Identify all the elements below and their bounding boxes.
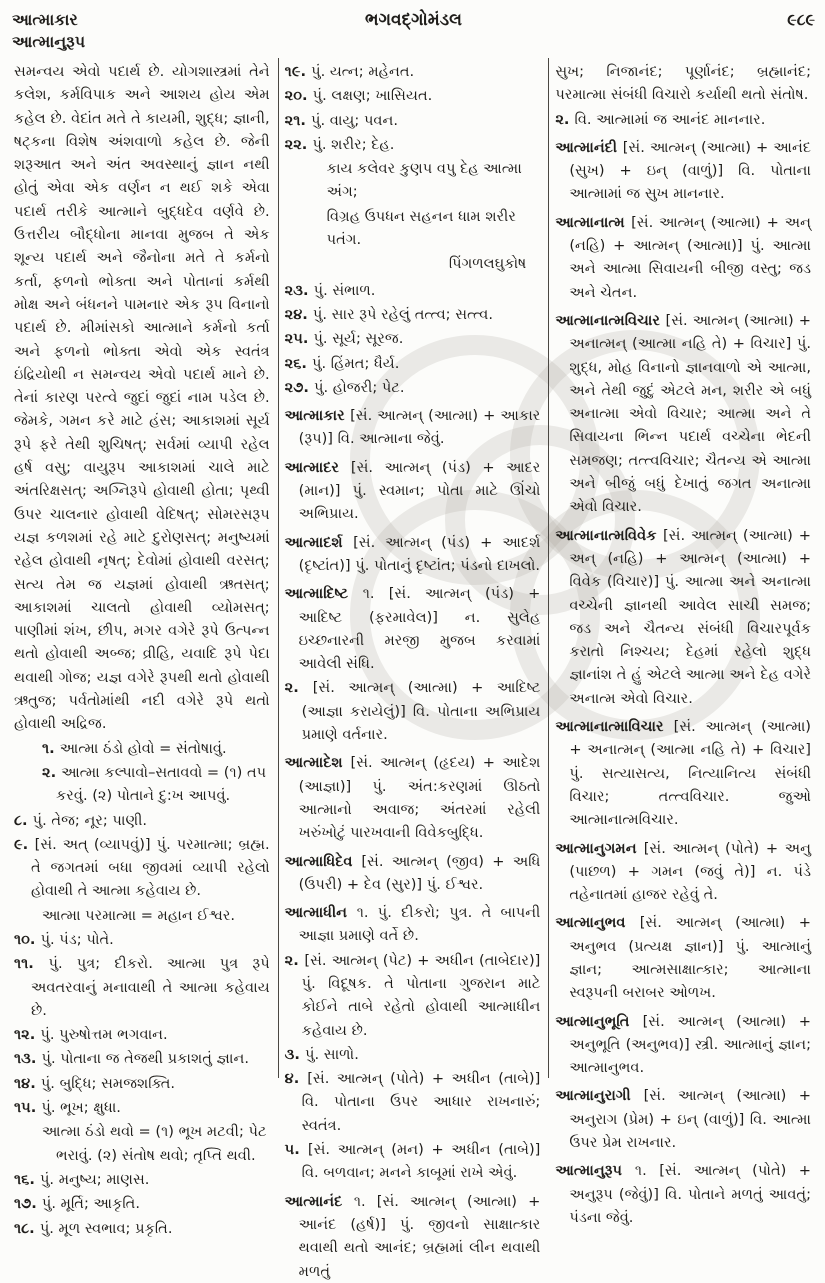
- headword: આત્માકાર: [284, 407, 351, 425]
- entry-paragraph: આત્માદેશ [સં. આત્મન્ (હૃદય) + આદેશ (આજ્ઞા)] પું. અંત:કરણમાં ઊઠતો આત્માનો અવાજ; અંતરમાં રહેલી ખરુંખોટું પારખવાની વિવેકબુદ્ધિ.: [284, 754, 541, 842]
- sense-number: ૧૫.: [14, 1099, 42, 1117]
- sense-number: ૧૪.: [14, 1074, 41, 1092]
- sense-number: ૨૬.: [284, 354, 313, 372]
- sense-paragraph: ૮. પું. તેજ; નૂર; પાણી.: [14, 811, 148, 829]
- sense-paragraph: ૧૯. પું. યત્ન; મહેનત.: [284, 63, 415, 80]
- sense-paragraph: ૪. [સં. આત્મન્ (પોતે) + અધીન (તાબે)] વિ. પોતાના ઉપર આધાર રાખનારું; સ્વતંત્ર.: [284, 1070, 541, 1134]
- sense-number: ૧૩.: [14, 1050, 42, 1068]
- headword: આત્માનુરૂપ: [555, 1162, 635, 1180]
- headword: આત્માનાત્મ: [555, 213, 632, 231]
- headword: આત્માનાત્માવિચાર: [555, 718, 674, 736]
- sense-number: ૫.: [284, 1141, 308, 1159]
- entry-paragraph: આત્માનંદ ૧. [સં. આત્મન્ (આત્મા) + આનંદ (હર્ષ)] પું. જીવનો સાક્ષાત્કાર થવાથી થતો આનંદ; બ્રહ્મમાં લીન થવાથી મળતું: [284, 1192, 541, 1280]
- sense-paragraph: ૨. [સં. આત્મન્ (આત્મા) + આદિષ્ટ (આજ્ઞા કરાયેલું)] વિ. પોતાના અભિપ્રાય પ્રમાણે વર્તનાર.: [284, 679, 541, 744]
- sense-paragraph: ૧૮. પું. મૂળ સ્વભાવ; પ્રકૃતિ.: [14, 1219, 173, 1237]
- sense-number: ૨.: [284, 951, 305, 969]
- entry-paragraph: આત્માદર્શ [સં. આત્મન્ (પંડ) + આદર્શ (દૃષ્ટાંત)] પું. પોતાનું દૃષ્ટાંત; પંડનો દાખલો.: [284, 533, 541, 574]
- sense-number: ૨૩.: [284, 281, 314, 299]
- verse-paragraph: વિગ્રહ ઉપધન સહનન ધામ શરીર પતંગ.: [326, 207, 516, 249]
- idiom-paragraph: ૧. આત્મા ઠંડો હોવો = સંતોષાવું.: [42, 739, 227, 757]
- entry-paragraph: આત્માધિદેવ [સં. આત્મન્ (જીવ) + અધિ (ઉપરી) + દેવ (સુર)] પું. ઈશ્વર.: [284, 852, 541, 893]
- sense-number: ૨૧.: [284, 111, 312, 129]
- entry-paragraph: આત્માનંદી [સં. આત્મન્ (આત્મા) + આનંદ (સુખ) + ઇન્ (વાળું)] વિ. પોતાના આત્મામાં જ સુખ માનનાર.: [555, 138, 812, 203]
- sense-paragraph: ૨૧. પું. વાયુ; પવન.: [284, 111, 399, 129]
- headword: આત્માનંદ: [284, 1192, 354, 1210]
- sense-paragraph: ૨૨. પું. શરીર; દેહ.: [284, 135, 395, 153]
- body-paragraph: સમન્વય એવો પદાર્થ છે. યોગશાસ્ત્રમાં તેને કલેશ, કર્મવિપાક અને આશય હોય એમ કહેલ છે. વેદાંત મતે તે કાયમી, શુદ્ધ; જ્ઞાની, ષટ્કના વિશેષ અંશવાળો કહેલ છે. જેની શરૂઆત અને અંત અવસ્થાનું જ્ઞાન નથી હોતું એવા એક વર્ણન ન થઈ શકે એવા પદાર્થ તરીકે આત્માને બુદ્ધદેવ વર્ણવે છે. ઉત્તરીય બૌદ્ધોના માનવા મુજબ તે એક શૂન્ય પદાર્થ અને જૈનોના મતે તે કર્મનો કર્તા, ફળનો ભોક્તા અને પોતાનાં કર્મથી મોક્ષ અને બંધનને પામનાર એક રૂપ વિનાનો પદાર્થ છે. મીમાંસકો આત્માને કર્મનો કર્તા અને ફળનો ભોક્તા એવો એક સ્વતંત્ર ઇંદ્રિયોથી ન સમન્વય એવો પદાર્થ માને છે. તેનાં કારણ પરત્વે જુદાં જુદાં નામ પડેલ છે. જેમકે, ગમન કરે માટે હંસ; આકાશમાં સૂર્ય રૂપે ફરે તેથી શુચિષત્; સર્વમાં વ્યાપી રહેલ હર્ષ વસુ; વાયુરૂપ આકાશમાં ચાલે માટે અંતરિક્ષસત્; અગ્નિરૂપે હોવાથી હોતા; પૃથ્વી ઉપર ચાલનાર હોવાથી વેદિષત્; સોમરસરૂપ યજ્ઞ કળશમાં રહે માટે દુરોણસત્; મનુષ્યમાં રહેલ હોવાથી નૃષત્; દેવોમાં હોવાથી વરસત્; સત્ય તેમ જ યજ્ઞમાં હોવાથી ઋતસત્; આકાશમાં ચાલતો હોવાથી વ્યોમસત્; પાણીમાં શંખ, છીપ, મગર વગેરે રૂપે ઉત્પન્ન થતો હોવાથી અબ્જ; વ્રીહિ, યવાદિ રૂપે પેદા થવાથી ગોજ; યજ્ઞ વગેરે રૂપથી થતો હોવાથી ઋતુજ; પર્વતોમાંથી નદી વગેરે રૂપે થતો હોવાથી અદ્રિજ.: [14, 63, 270, 733]
- column-3: [549, 58, 819, 1226]
- idiom-paragraph: આત્મા ઠંડો થવો = (૧) ભૂખ મટવી; પેટ ભરાવું. (૨) સંતોષ થવો; તૃપ્તિ થવી.: [42, 1123, 267, 1164]
- headword: આત્માદેશ: [284, 754, 351, 772]
- headword: આત્માનુરાગી: [555, 1087, 644, 1105]
- entry-paragraph: આત્માનુરાગી [સં. આત્મન્ (આત્મા) + અનુરાગ (પ્રેમ) + ઇન્ (વાળું)] વિ. આત્મા ઉપર પ્રેમ રાખનાર.: [555, 1087, 812, 1152]
- verse-paragraph: કાય કલેવર કુણપ વપુ દેહ આત્મા અંગ;: [326, 160, 522, 201]
- sense-paragraph: ૧૬. પું. મનુષ્ય; માણસ.: [14, 1170, 150, 1188]
- sense-number: ૪.: [284, 1070, 308, 1088]
- headword: આત્માદર: [284, 458, 351, 476]
- sense-paragraph: ૧૩. પું. પોતાના જ તેજથી પ્રકાશતું જ્ઞાન.: [14, 1050, 249, 1068]
- sense-number: ૯.: [14, 835, 35, 853]
- sense-paragraph: ૨૦. પું. લક્ષણ; ખાસિયત.: [284, 87, 433, 105]
- headword: આત્માનાત્મવિચાર: [555, 311, 666, 329]
- sense-number: ૧૨.: [14, 1026, 41, 1044]
- headword: આત્માનુભૂતિ: [555, 1012, 643, 1030]
- sense-number: ૮.: [14, 811, 33, 829]
- column-2: [279, 58, 550, 1280]
- sense-number: ૧૯.: [284, 63, 312, 80]
- sense-number: ૧૮.: [14, 1219, 40, 1237]
- sense-paragraph: ૧૪. પું. બુદ્ધિ; સમજશક્તિ.: [14, 1074, 176, 1092]
- entry-paragraph: આત્માનુગમન [સં. આત્મન્ (પોતે) + અનુ (પાછળ) + ગમન (જવું તે)] ન. પંડે તહેનાતમાં હાજર રહેવું તે.: [555, 839, 812, 904]
- headword: આત્માનંદી: [555, 138, 623, 156]
- sense-number: ૨.: [555, 110, 575, 128]
- entry-paragraph: આત્માનાત્માવિચાર [સં. આત્મન્ (આત્મા) + અનાત્મન્ (આત્મા નહિ તે) + વિચાર] પું. સત્યાસત્ય, નિત્યાનિત્ય સંબંધી વિચાર; તત્ત્વવિચાર. જુઓ આત્માનાત્મવિચાર.: [555, 718, 812, 829]
- sense-paragraph: ૧૦. પું. પંડ; પોતે.: [14, 930, 114, 948]
- sense-paragraph: ૧૭. પું. મૂર્તિ; આકૃતિ.: [14, 1195, 140, 1213]
- book-title: ભગવદ્ગોમંડલ: [365, 10, 462, 30]
- entry-paragraph: આત્માનુરૂપ ૧. [સં. આત્મન્ (પોતે) + અનુરૂપ (જેવું)] વિ. પોતાને મળતું આવતું; પંડના જેવું.: [555, 1162, 812, 1226]
- entry-paragraph: આત્માનુભવ [સં. આત્મન્ (આત્મા) + અનુભવ (પ્રત્યક્ષ જ્ઞાન)] પું. આત્માનું જ્ઞાન; આત્મસાક્ષાત્કાર; આત્માના સ્વરૂપની બરાબર ઓળખ.: [555, 914, 812, 1002]
- sense-paragraph: ૯. [સં. અત્ (વ્યાપવું)] પું. પરમાત્મા; બ્રહ્મ. તે જગતમાં બધા જીવમાં વ્યાપી રહેલો હોવાથી તે આત્મા કહેવાય છે.: [14, 835, 270, 900]
- headword: આત્માનુગમન: [555, 839, 644, 857]
- sense-paragraph: ૨૭. પું. હોજરી; પેટ.: [284, 378, 405, 396]
- sense-paragraph: ૨. [સં. આત્મન્ (પેટ) + અધીન (તાબેદાર)] પું. વિદૂષક. તે પોતાના ગુજરાન માટે કોઈને તાબે રહેતો હોવાથી આત્માધીન કહેવાય છે.: [284, 951, 541, 1039]
- sense-number: ૨.: [42, 763, 62, 781]
- guide-word-continued: આત્માનુરૂપ: [12, 32, 86, 51]
- sense-paragraph: ૨. વિ. આત્મામાં જ આનંદ માનનાર.: [555, 110, 766, 128]
- idiom-paragraph: આત્મા પરમાત્મા = મહાન ઈશ્વર.: [42, 906, 236, 924]
- column-1: [8, 58, 279, 1237]
- sense-number: ૧.: [42, 739, 60, 757]
- sense-number: ૨૫.: [284, 330, 314, 348]
- entry-paragraph: આત્માનાત્મ [સં. આત્મન્ (આત્મા) + અન્ (નહિ) + આત્મન્ (આત્મા)] પું. આત્મા અને આત્મા સિવાયની બીજી વસ્તુ; જડ અને ચેતન.: [555, 213, 812, 301]
- headword: આત્માધિદેવ: [284, 852, 362, 870]
- headword: આત્માધીન: [284, 904, 357, 922]
- cite-paragraph: પિંગળલઘુકોષ: [448, 255, 527, 273]
- sense-number: ૨.: [284, 679, 313, 697]
- text-columns: [8, 58, 819, 1280]
- entry-paragraph: આત્માનુભૂતિ [સં. આત્મન્ (આત્મા) + અનુભૂતિ (અનુભવ)] સ્ત્રી. આત્માનું જ્ઞાન; આત્માનુભવ.: [555, 1012, 812, 1077]
- page-number: ૯૮૯: [787, 10, 815, 29]
- headword: આત્માદિષ્ટ: [284, 585, 363, 603]
- guide-word-left: આત્માકાર: [12, 10, 78, 29]
- sense-number: ૧૦.: [14, 930, 41, 948]
- sense-number: ૨૦.: [284, 87, 313, 105]
- entry-paragraph: આત્માનાત્મવિવેક [સં. આત્મન્ (આત્મા) + અન્ (નહિ) + આત્મન્ (આત્મા) + વિવેક (વિચાર)] પું. આત્મા અને અનાત્મા વચ્ચેની જ્ઞાનથી આવેલ સાચી સમજ; જડ અને ચૈતન્ય સંબંધી વિચારપૂર્વક કરાતો નિશ્ચય; દેહમાં રહેલો શુદ્ધ જ્ઞાનાંશ તે હું એટલે આત્મા અને દેહ વગેરે અનાત્મ એવો વિચાર.: [555, 526, 812, 707]
- sense-number: ૨૪.: [284, 305, 313, 323]
- sense-paragraph: ૨૪. પું. સાર રૂપે રહેલું તત્ત્વ; સત્ત્વ.: [284, 305, 493, 323]
- entry-paragraph: આત્માનાત્મવિચાર [સં. આત્મન્ (આત્મા) + અનાત્મન્ (આત્મા નહિ તે) + વિચાર] પું. શુદ્ધ, મોહ વિનાનો જ્ઞાનવાળો એ આત્મા, અને તેથી જુદું એટલે મન, શરીર એ બધું અનાત્મા એવો વિચાર; આત્મા અને તે સિવાયના ભિન્ન પદાર્થ વચ્ચેના ભેદની સમજણ; તત્ત્વવિચાર; ચૈતન્ય એ આત્મા અને બીજું બધું દેખાતું જગત અનાત્મા એવો વિચાર.: [555, 311, 812, 516]
- sense-paragraph: ૨૫. પું. સૂર્ય; સૂરજ.: [284, 330, 404, 348]
- sense-number: ૧૭.: [14, 1195, 42, 1213]
- sense-paragraph: ૧૫. પું. ભૂખ; ક્ષુધા.: [14, 1099, 121, 1117]
- sense-paragraph: ૫. [સં. આત્મન્ (મન) + અધીન (તાબે)] વિ. બળવાન; મનને કાબૂમાં રાખે એવું.: [284, 1141, 541, 1182]
- body-paragraph: સુખ; નિજાનંદ; પૂર્ણાનંદ; બ્રહ્માનંદ; પરમાત્મા સંબંધી વિચારો કર્યાથી થતો સંતોષ.: [555, 63, 812, 104]
- sense-number: ૩.: [284, 1045, 306, 1063]
- headword: આત્માદર્શ: [284, 533, 354, 551]
- entry-paragraph: આત્માદર [સં. આત્મન્ (પંડ) + આદર (માન)] પું. સ્વમાન; પોતા માટે ઊંચો અભિપ્રાય.: [284, 458, 541, 523]
- sense-number: ૧૧.: [14, 955, 49, 973]
- headword: આત્માનાત્મવિવેક: [555, 526, 663, 544]
- entry-paragraph: આત્માકાર [સં. આત્મન્ (આત્મા) + આકાર (રૂપ)] વિ. આત્માના જેવું.: [284, 407, 541, 448]
- sense-paragraph: ૧૨. પું. પુરુષોત્તમ ભગવાન.: [14, 1026, 168, 1044]
- sense-paragraph: ૨૩. પું. સંભાળ.: [284, 281, 376, 299]
- idiom-paragraph: ૨. આત્મા કલ્પાવો–સતાવવો = (૧) તપ કરવું. (૨) પોતાને દુ:ખ આપવું.: [42, 763, 267, 805]
- sense-paragraph: ૨૬. પું. હિંમત; ધૈર્ય.: [284, 354, 400, 372]
- headword: આત્માનુભવ: [555, 914, 640, 932]
- sense-paragraph: ૩. પું. સાળો.: [284, 1045, 359, 1063]
- sense-paragraph: ૧૧. પું. પુત્ર; દીકરો. આત્મા પુત્ર રૂપે અવતરવાનું મનાવાથી તે આત્મા કહેવાય છે.: [14, 955, 270, 1019]
- entry-paragraph: આત્માધીન ૧. પું. દીકરો; પુત્ર. તે બાપની આજ્ઞા પ્રમાણે વર્તે છે.: [284, 904, 541, 945]
- sense-number: ૧૬.: [14, 1170, 40, 1188]
- sense-number: ૨૨.: [284, 135, 313, 153]
- sense-number: ૨૭.: [284, 378, 315, 396]
- page-header: [8, 8, 819, 30]
- entry-paragraph: આત્માદિષ્ટ ૧. [સં. આત્મન્ (પંડ) + આદિષ્ટ (ફરમાવેલ)] ન. સુલેહ ઇચ્છનારની મરજી મુજબ કરવામાં આવેલી સંધિ.: [284, 585, 541, 673]
